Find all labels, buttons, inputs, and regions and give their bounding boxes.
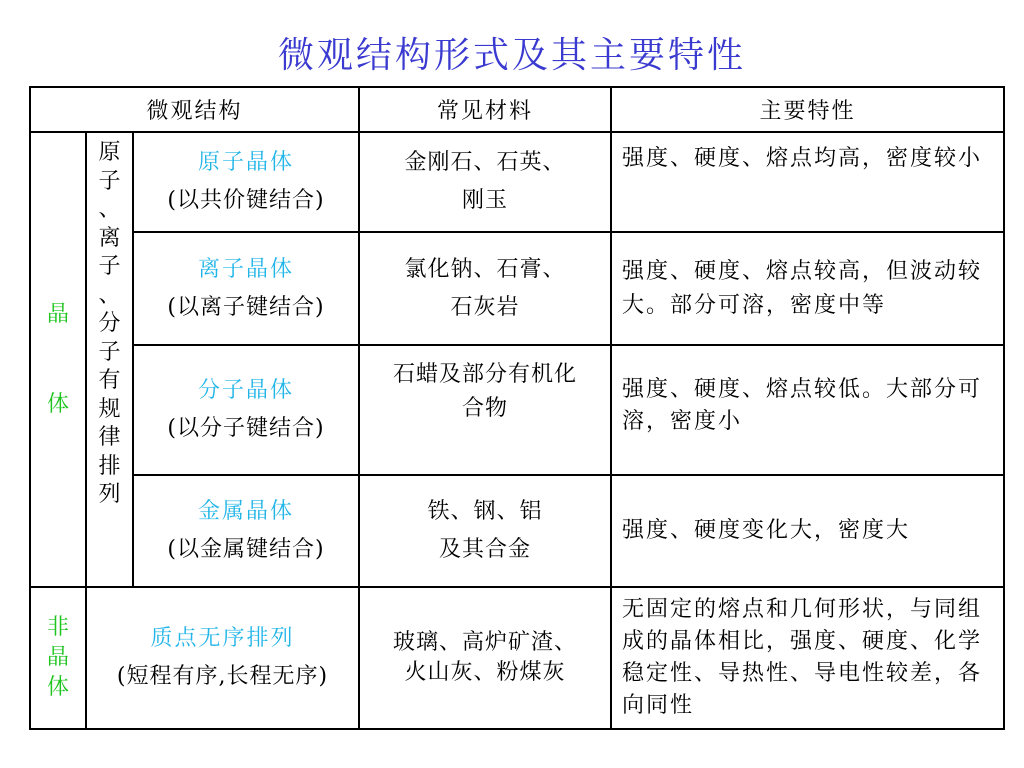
arrangement-label: 原 子 、 离 子 、 分 子 有 规 律 排 列 <box>86 132 133 587</box>
type-atomic: 原子晶体 (以共价键结合) <box>133 132 359 232</box>
table-row <box>30 587 1004 729</box>
header-properties: 主要特性 <box>611 87 1004 132</box>
category-char: 晶 <box>46 301 69 327</box>
materials-molecular: 石蜡及部分有机化 合物 <box>359 345 611 475</box>
properties-noncrystal: 无固定的熔点和几何形状，与同组成的晶体相比，强度、硬度、化学稳定性、导热性、导电性较差，各向同性 <box>611 587 1004 729</box>
category-noncrystal: 非 晶 体 <box>30 587 86 729</box>
type-metallic: 金属晶体 (以金属键结合) <box>133 475 359 587</box>
structure-table <box>29 86 1005 730</box>
type-molecular: 分子晶体 (以分子键结合) <box>133 345 359 475</box>
materials-atomic: 金刚石、石英、 刚玉 <box>359 132 611 232</box>
properties-atomic: 强度、硬度、熔点均高，密度较小 <box>611 132 1004 232</box>
properties-molecular: 强度、硬度、熔点较低。大部分可溶，密度小 <box>611 345 1004 475</box>
materials-ionic: 氯化钠、石膏、 石灰岩 <box>359 232 611 345</box>
type-noncrystal: 质点无序排列 (短程有序,长程无序) <box>86 587 359 729</box>
materials-noncrystal: 玻璃、高炉矿渣、 火山灰、粉煤灰 <box>359 587 611 729</box>
table-row <box>30 232 1004 345</box>
page-title: 微观结构形式及其主要特性 <box>277 35 746 76</box>
category-char: 体 <box>46 391 69 417</box>
properties-ionic: 强度、硬度、熔点较高，但波动较大。部分可溶，密度中等 <box>611 232 1004 345</box>
header-materials: 常见材料 <box>359 87 611 132</box>
category-crystal <box>30 132 86 587</box>
header-structure: 微观结构 <box>30 87 359 132</box>
materials-metallic: 铁、钢、铝 及其合金 <box>359 475 611 587</box>
properties-metallic: 强度、硬度变化大，密度大 <box>611 475 1004 587</box>
type-ionic: 离子晶体 (以离子键结合) <box>133 232 359 345</box>
header-row <box>30 87 1004 132</box>
table-row <box>30 475 1004 587</box>
table-row <box>30 132 1004 232</box>
table-row <box>30 345 1004 475</box>
